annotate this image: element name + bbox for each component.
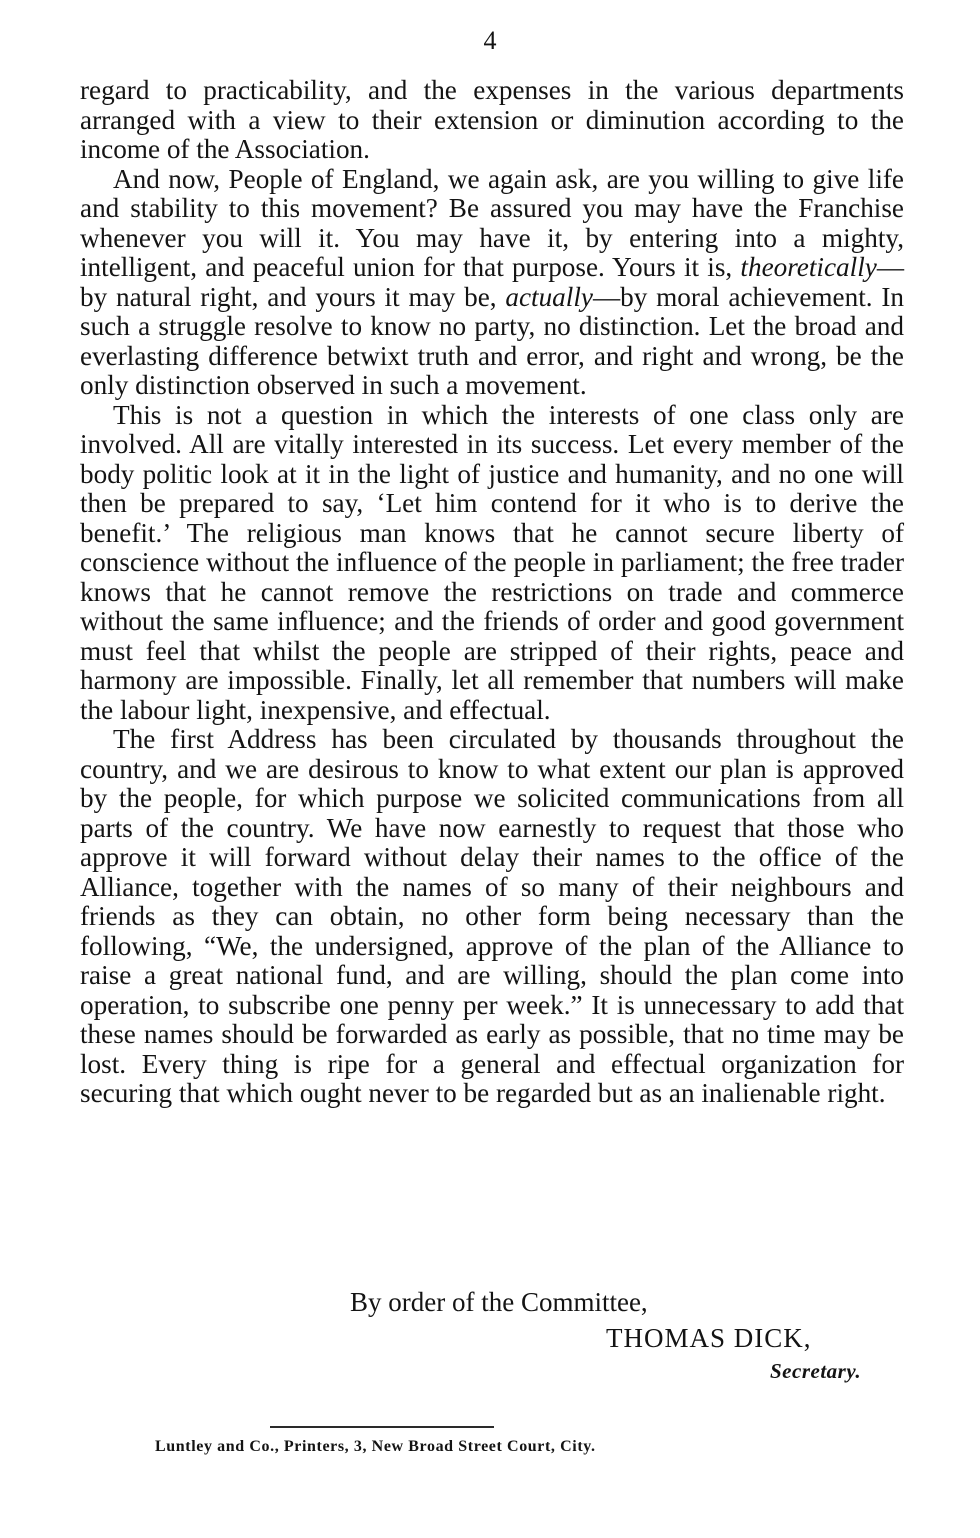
body-text: [80, 76, 904, 1109]
text-run: This is not a question in which the interests of one class only are involved. All are vitally interested in its success. Let every member of the body politic look at it in the light of justice and humanity, and no one will then be prepared to say, ‘Let him contend for it who is to derive the benefit.’ The religious man knows that he cannot secure liberty of conscience without the influence of the people in parliament; the free trader knows that he cannot remove the restrictions on trade and commerce without the same influence; and the friends of order and good government must feel that whilst the people are stripped of their rights, peace and harmony are impossible. Finally, let all remember that numbers will make the labour light, inexpensive, and effectual.: [80, 399, 904, 725]
text-run: —by natural right, and yours it may be,: [80, 252, 904, 312]
page-number: 4: [483, 26, 497, 55]
printer-imprint: Luntley and Co., Printers, 3, New Broad Street Court, City.: [155, 1438, 596, 1455]
text-run: —by moral achievement. In such a struggle resolve to know no party, no distinction. Let the broad and everlasting difference betwixt truth and error, and right and wrong, be the only distinction observed in such a movement.: [80, 281, 905, 400]
italic-run: theoretically: [740, 252, 877, 282]
text-run: And now, People of England, we again ask, are you willing to give life and stability to this movement? Be assured you may have the Franchise whenever you will it. You may have it, by entering into a mighty, intelligent, and peaceful union for that purpose. Yours it is,: [80, 163, 904, 282]
signatory-name: THOMAS DICK,: [606, 1323, 812, 1353]
signatory-title: Secretary.: [770, 1359, 862, 1383]
text-run: The first Address has been circulated by thousands throughout the country, and we are desirous to know to what extent our plan is approved by the people, for which purpose we solicited communications from all parts of the country. We have now earnestly to request that those who approve it will forward without delay their names to the office of the Alliance, together with the names of so many of their neighbours and friends as they can obtain, no other form being necessary than the following, “We, the undersigned, approve of the plan of the Alliance to raise a great national fund, and are willing, should the plan come into operation, to subscribe one penny per week.” It is unnecessary to add that these names should be forwarded as early as possible, that no time may be lost. Every thing is ripe for a general and effectual organization for securing that which ought never to be regarded but as an inalienable right.: [80, 724, 904, 1108]
closing-line: By order of the Committee,: [350, 1287, 648, 1317]
paragraph: [80, 76, 904, 165]
divider-rule: [270, 1426, 494, 1428]
paragraph: [80, 725, 904, 1109]
paragraph: [80, 165, 904, 401]
paragraph: [80, 401, 904, 726]
text-run: regard to practicability, and the expenses in the various departments arranged with a view to their extension or diminution according to the income of the Association.: [80, 75, 904, 164]
italic-run: actually: [505, 281, 593, 312]
